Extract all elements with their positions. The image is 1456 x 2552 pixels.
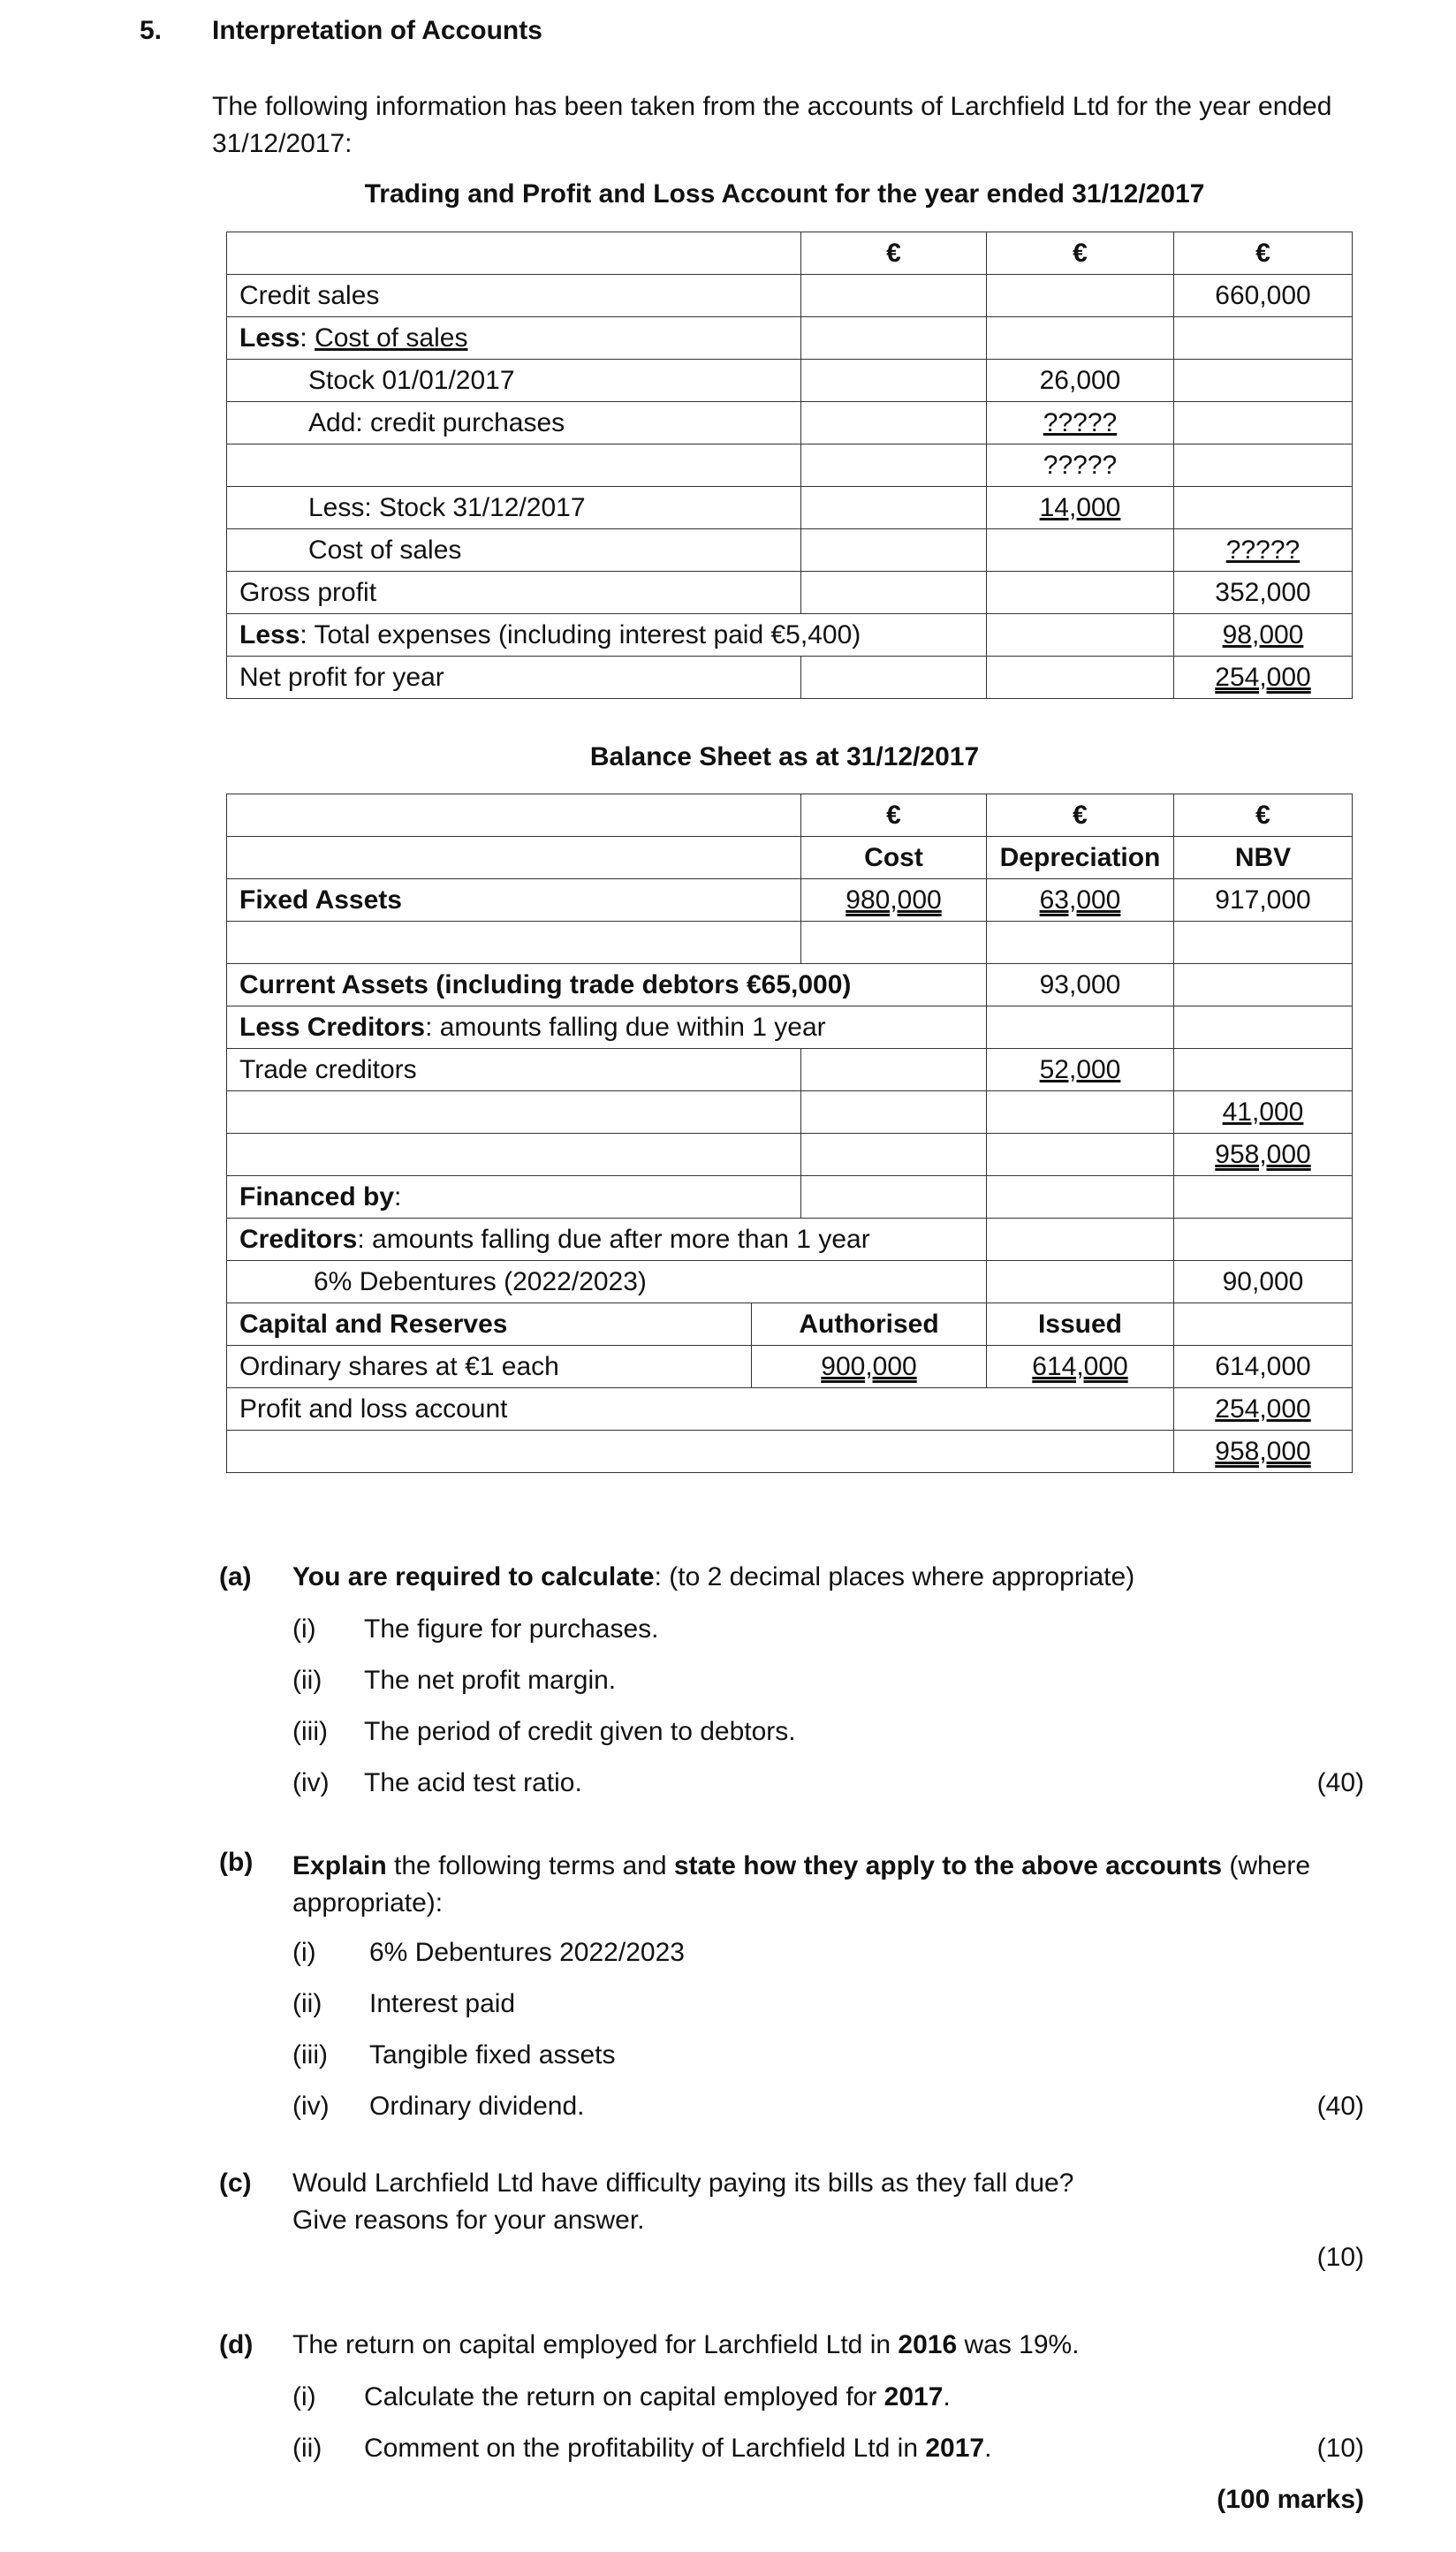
part-b-end: (where [1222, 1851, 1311, 1880]
part-b-state: state how they apply to the above accounts [673, 1851, 1223, 1880]
table-row [227, 1219, 1353, 1261]
part-a-item-text: The net profit margin. [364, 1666, 617, 1695]
debentures-label: 6% Debentures (2022/2023) [227, 1261, 987, 1303]
less-creditors-label [227, 1006, 987, 1049]
part-d-item-main: Comment on the profitability of Larchfield Ltd in [364, 2434, 926, 2463]
part-c-line1: Would Larchfield Ltd have difficulty paying its bills as they fall due? [292, 2168, 1074, 2198]
purchases-value: ????? [1043, 407, 1118, 437]
profit-loss-label: Profit and loss account [227, 1388, 1174, 1431]
currency-header: € [987, 794, 1174, 837]
part-b-item-num: (i) [292, 1938, 316, 1967]
part-b-item-num: (ii) [292, 1989, 322, 2018]
total-net-assets-value: 958,000 [1215, 1139, 1311, 1169]
balance-sheet-table [226, 794, 1353, 1473]
credit-sales-value: 660,000 [1174, 275, 1353, 317]
long-term-creditors-label [227, 1219, 987, 1261]
question-title: Interpretation of Accounts [212, 16, 542, 45]
part-d-item-text [364, 2382, 951, 2412]
current-assets-label: Current Assets (including trade debtors €65,000) [227, 964, 987, 1006]
less-creditors-rest: : amounts falling due within 1 year [425, 1012, 826, 1042]
closing-stock-value: 14,000 [1039, 492, 1121, 522]
ordinary-total-value: 614,000 [1174, 1346, 1353, 1388]
table-row [227, 1431, 1353, 1473]
creditors-rest: : amounts falling due after more than 1 year [357, 1224, 870, 1254]
part-b-item-text: Ordinary dividend. [369, 2092, 585, 2121]
part-d-item-end: . [984, 2434, 992, 2463]
currency-header: € [1174, 232, 1353, 275]
row-label: Gross profit [227, 572, 801, 614]
table-row [227, 964, 1353, 1006]
profit-loss-value: 254,000 [1215, 1394, 1311, 1424]
trade-creditors-value: 52,000 [1039, 1054, 1121, 1084]
part-b-item-text: Tangible fixed assets [369, 2040, 616, 2070]
part-d-marks: (10) [1316, 2434, 1364, 2463]
part-d-item-main: Calculate the return on capital employed for [364, 2382, 884, 2411]
subtotal-value: ????? [987, 444, 1174, 487]
part-a-label: (a) [219, 1562, 252, 1591]
less-label: Less [239, 619, 300, 649]
net-current-assets-value: 41,000 [1222, 1097, 1304, 1127]
part-b-label: (b) [219, 1848, 254, 1877]
part-d-item-num: (ii) [292, 2434, 322, 2463]
row-label: Less: Stock 31/12/2017 [227, 487, 801, 529]
part-a-item-num: (ii) [292, 1666, 322, 1695]
table-row [227, 1006, 1353, 1049]
part-a-item-text: The period of credit given to debtors. [364, 1717, 796, 1746]
authorised-header: Authorised [752, 1303, 987, 1346]
less-creditors-bold: Less Creditors [239, 1012, 426, 1042]
table-row [227, 275, 1353, 317]
table-row [227, 657, 1353, 699]
ordinary-shares-label: Ordinary shares at €1 each [227, 1346, 752, 1388]
row-label [227, 614, 987, 657]
currency-header: € [801, 232, 987, 275]
nbv-header: NBV [1174, 837, 1353, 879]
part-b-marks: (40) [1316, 2092, 1364, 2121]
opening-stock-value: 26,000 [987, 360, 1174, 402]
question-number: 5. [140, 16, 163, 45]
net-profit-value: 254,000 [1215, 662, 1311, 692]
part-b-item-text: Interest paid [369, 1989, 516, 2018]
expenses-value: 98,000 [1222, 619, 1304, 649]
table-row [227, 529, 1353, 572]
label-punct: : [300, 323, 315, 353]
table-row [227, 922, 1353, 964]
expenses-label: : Total expenses (including interest paid €5,400) [300, 619, 861, 649]
intro-text: The following information has been taken from the accounts of Larchfield Ltd for the year ended 31/12/2017: [212, 92, 1332, 158]
part-a-lead-bold: You are required to calculate [292, 1562, 655, 1591]
row-label: Cost of sales [227, 529, 801, 572]
part-a-lead-rest: : (to 2 decimal places where appropriate) [654, 1562, 1135, 1591]
creditors-bold: Creditors [239, 1224, 358, 1254]
currency-header: € [987, 232, 1174, 275]
row-label: Stock 01/01/2017 [227, 360, 801, 402]
trading-account-table [226, 232, 1353, 699]
trading-header-row [227, 232, 1353, 275]
part-a-marks: (40) [1316, 1768, 1364, 1797]
depreciation-header: Depreciation [987, 837, 1174, 879]
grand-total-value: 958,000 [1215, 1436, 1311, 1466]
part-d-year: 2016 [898, 2330, 958, 2359]
table-row [227, 1346, 1353, 1388]
table-row [227, 1261, 1353, 1303]
financed-by-bold: Financed by [239, 1181, 395, 1211]
table-row [227, 1049, 1353, 1091]
balance-header-row [227, 837, 1353, 879]
financed-by-colon: : [394, 1181, 402, 1211]
table-row [227, 1091, 1353, 1134]
part-d-item-text [364, 2434, 991, 2464]
table-row [227, 1303, 1353, 1346]
trade-creditors-label: Trade creditors [227, 1049, 801, 1091]
fixed-assets-label: Fixed Assets [227, 879, 801, 922]
part-d-label: (d) [219, 2330, 254, 2359]
less-label: Less [239, 323, 300, 353]
part-d-item-year: 2017 [925, 2434, 985, 2463]
financed-by-label [227, 1176, 801, 1219]
row-label: Net profit for year [227, 657, 801, 699]
part-a-item-num: (i) [292, 1614, 316, 1644]
part-b-line2: appropriate): [292, 1888, 444, 1918]
part-c-label: (c) [219, 2168, 252, 2198]
table-row [227, 614, 1353, 657]
part-a-item-text: The figure for purchases. [364, 1614, 659, 1644]
table-row [227, 572, 1353, 614]
fixed-assets-nbv: 917,000 [1174, 879, 1353, 922]
table-row [227, 879, 1353, 922]
part-d-item-end: . [943, 2382, 951, 2411]
table-row [227, 1388, 1353, 1431]
balance-currency-row [227, 794, 1353, 837]
part-c-marks: (10) [1316, 2243, 1364, 2272]
part-b-mid: the following terms and [386, 1851, 674, 1880]
part-d-lead-b: was 19%. [957, 2330, 1080, 2359]
part-a-item-num: (iv) [292, 1768, 330, 1797]
cost-of-sales-value: ????? [1225, 535, 1301, 565]
row-label: Credit sales [227, 275, 801, 317]
table-row [227, 444, 1353, 487]
gross-profit-value: 352,000 [1174, 572, 1353, 614]
table-row [227, 1134, 1353, 1176]
cost-of-sales-heading: Cost of sales [315, 323, 468, 353]
part-b-explain: Explain [292, 1851, 387, 1880]
part-a-lead [292, 1562, 1134, 1592]
total-marks: (100 marks) [1217, 2485, 1364, 2514]
ordinary-authorised-value: 900,000 [821, 1351, 917, 1381]
table-row [227, 317, 1353, 360]
currency-header: € [1174, 794, 1353, 837]
part-c-line2: Give reasons for your answer. [292, 2206, 645, 2235]
part-b-item-text: 6% Debentures 2022/2023 [369, 1938, 685, 1967]
table-row [227, 1176, 1353, 1219]
part-d-lead [292, 2330, 1080, 2360]
part-b-item-num: (iv) [292, 2092, 330, 2121]
current-assets-value: 93,000 [987, 964, 1174, 1006]
table-row [227, 360, 1353, 402]
currency-header: € [801, 794, 987, 837]
part-a-item-text: The acid test ratio. [364, 1768, 582, 1797]
issued-header: Issued [987, 1303, 1174, 1346]
part-b-item-num: (iii) [292, 2040, 328, 2070]
part-d-item-num: (i) [292, 2382, 316, 2411]
table-row [227, 487, 1353, 529]
part-b-lead [292, 1848, 1370, 1922]
row-label: Add: credit purchases [227, 402, 801, 444]
row-label [227, 317, 801, 360]
part-d-item-year: 2017 [883, 2382, 944, 2411]
table-row [227, 402, 1353, 444]
cost-header: Cost [801, 837, 987, 879]
ordinary-issued-value: 614,000 [1032, 1351, 1128, 1381]
part-d-lead-a: The return on capital employed for Larchfield Ltd in [292, 2330, 899, 2359]
fixed-assets-depreciation: 63,000 [1039, 885, 1121, 915]
fixed-assets-cost: 980,000 [846, 885, 942, 915]
capital-reserves-label: Capital and Reserves [227, 1303, 752, 1346]
part-a-item-num: (iii) [292, 1717, 328, 1746]
balance-sheet-title: Balance Sheet as at 31/12/2017 [589, 742, 980, 771]
trading-title: Trading and Profit and Loss Account for the year ended 31/12/2017 [364, 179, 1205, 209]
debentures-value: 90,000 [1174, 1261, 1353, 1303]
